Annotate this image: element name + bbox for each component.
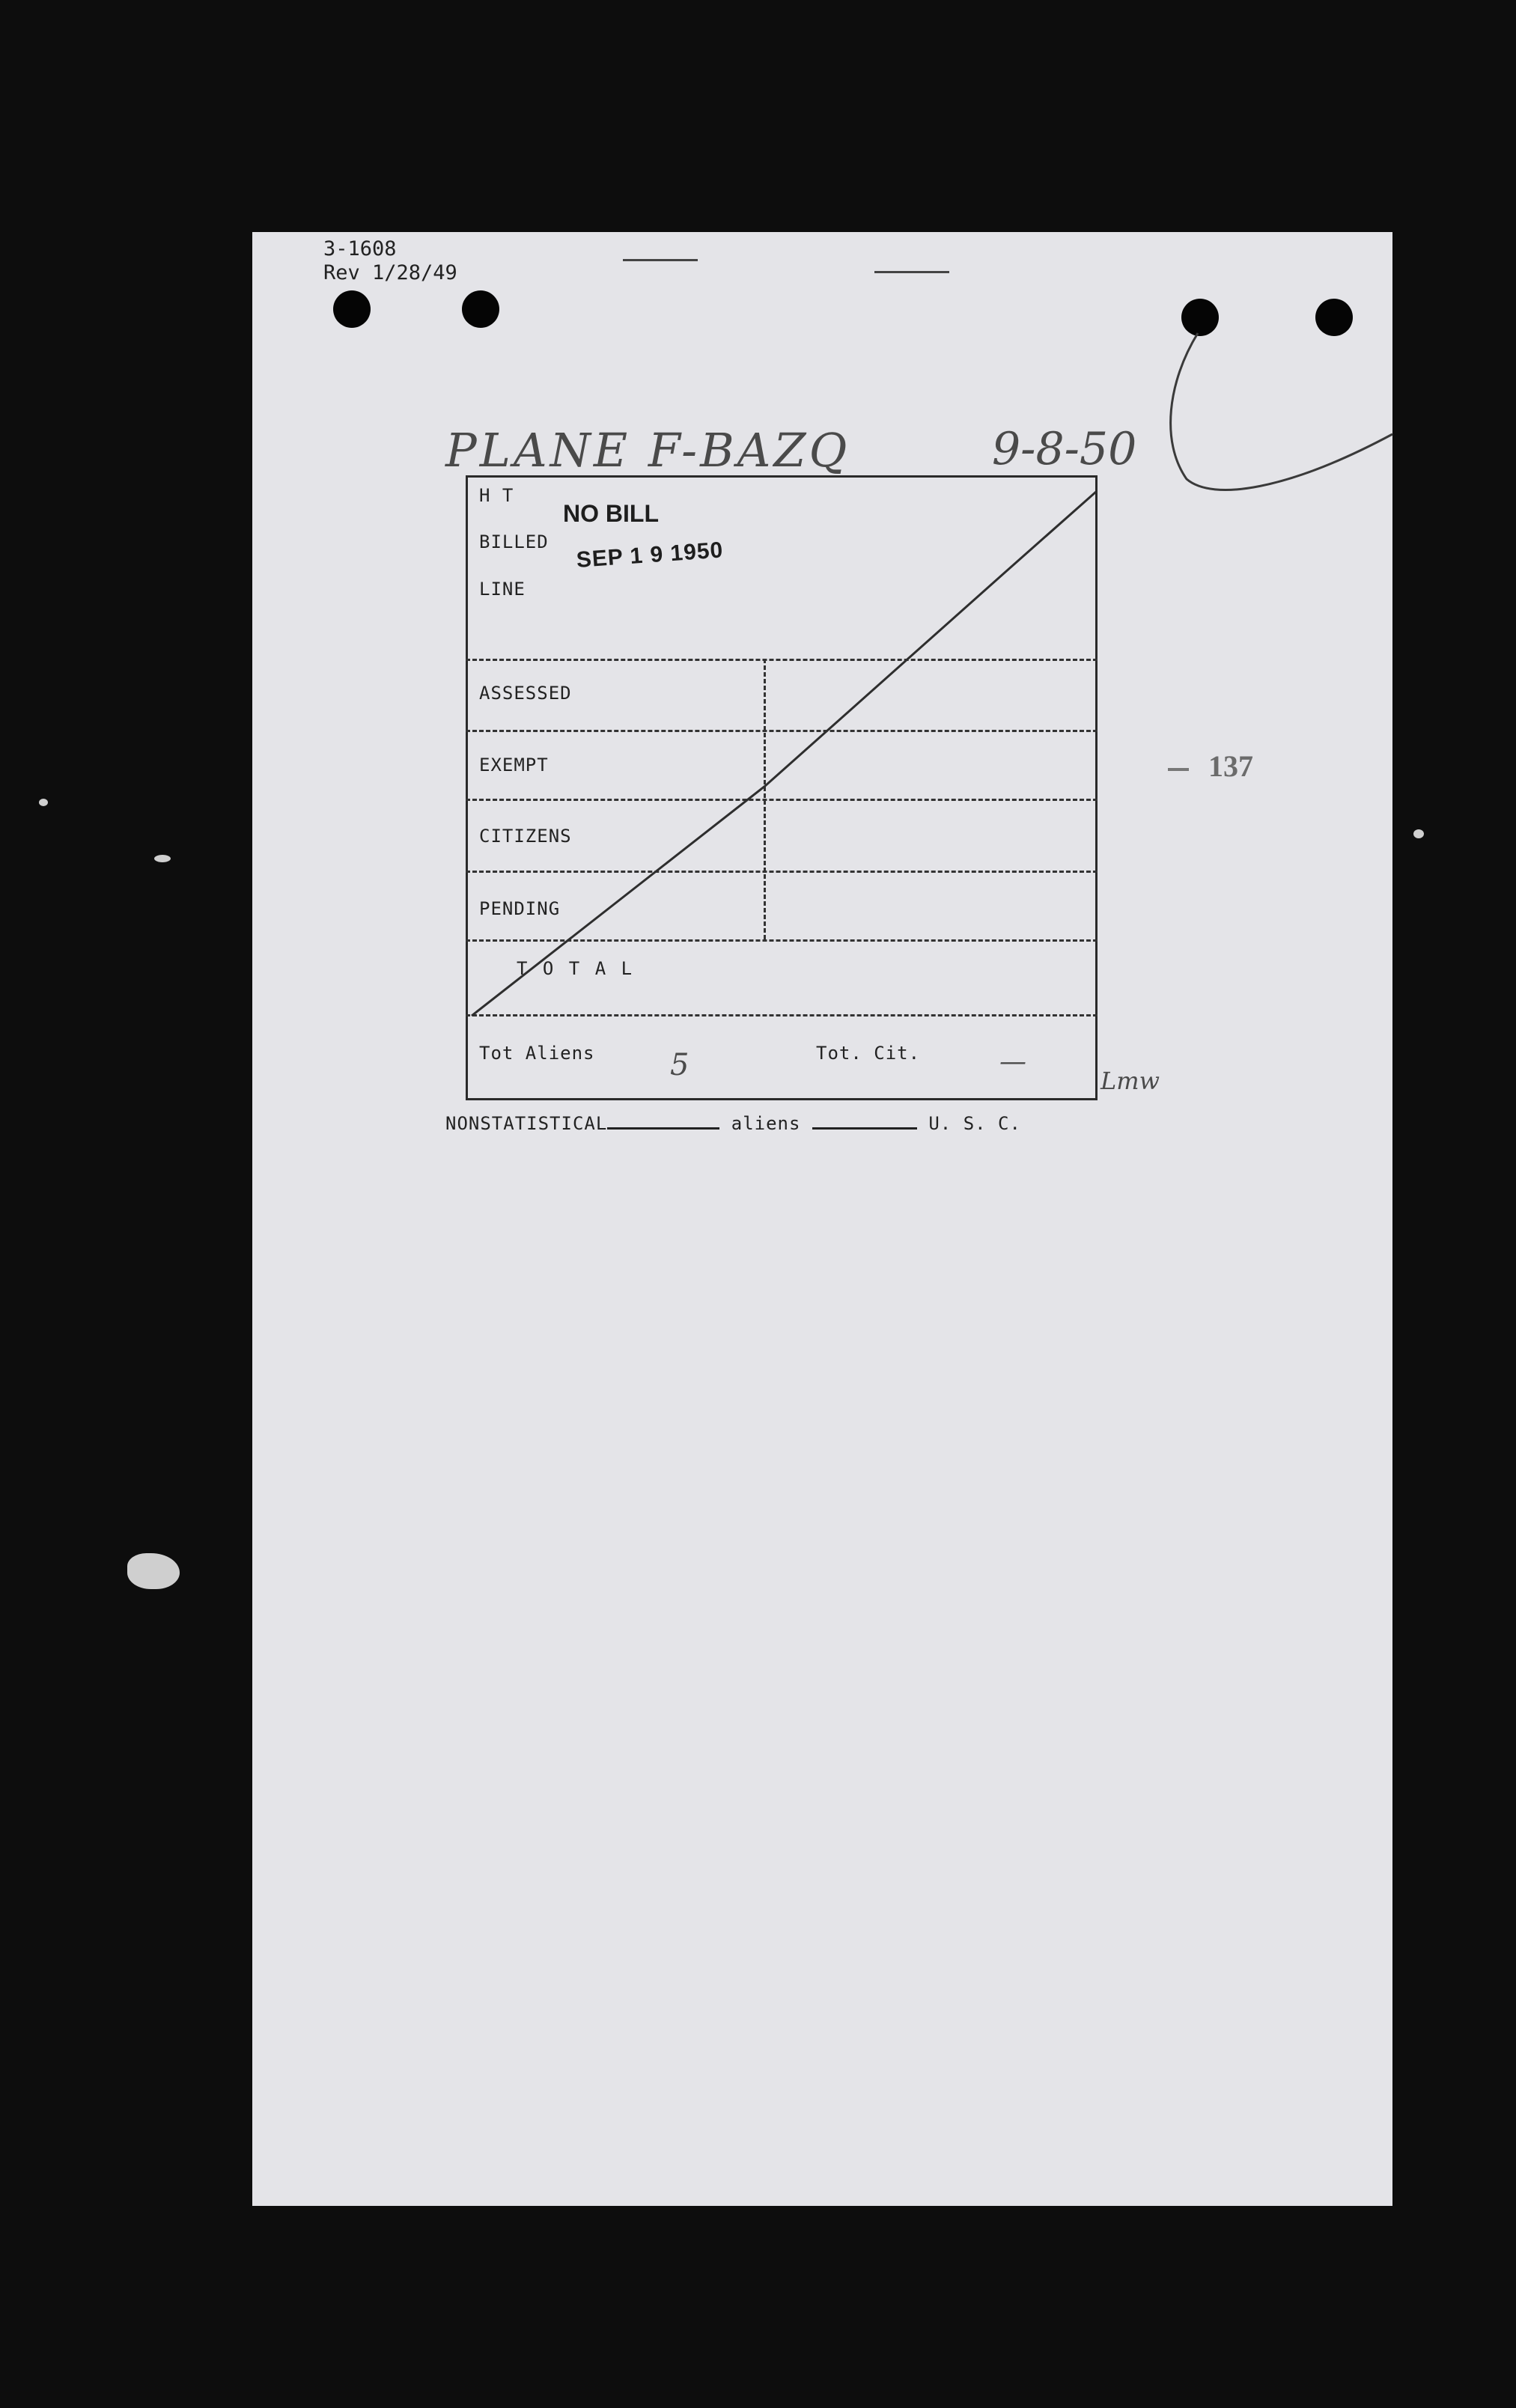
row-citizens: CITIZENS (479, 826, 572, 847)
handwritten-date: 9-8-50 (992, 423, 1137, 475)
row-assessed: ASSESSED (479, 683, 572, 704)
dust-speck (1413, 829, 1424, 838)
pencil-mark-curve (1153, 322, 1400, 502)
label-line: LINE (479, 579, 526, 600)
label-usc: U. S. C. (928, 1113, 1021, 1134)
punch-hole (462, 290, 499, 328)
diagonal-strike-line (466, 475, 1098, 1100)
handwritten-plane: PLANE F-BAZQ (445, 423, 850, 478)
handwritten-aliens-count: 5 (670, 1048, 689, 1082)
label-nonstatistical: NONSTATISTICAL (445, 1113, 608, 1134)
label-billed: BILLED (479, 531, 549, 552)
label-tot-aliens: Tot Aliens (479, 1043, 595, 1064)
label-tot-cit: Tot. Cit. (816, 1043, 921, 1064)
nonstat-line (445, 1113, 1021, 1134)
dust-speck (39, 799, 48, 806)
label-ht: H T (479, 485, 514, 506)
label-aliens: aliens (731, 1113, 801, 1134)
handwritten-cit-count: — (999, 1046, 1026, 1077)
dust-smudge (127, 1553, 180, 1589)
punch-hole (333, 290, 371, 328)
row-exempt: EXEMPT (479, 755, 549, 775)
blank-line (812, 1124, 917, 1130)
handwritten-initials: Lmw (1101, 1067, 1160, 1095)
pencil-page-reference (1168, 749, 1253, 784)
stamp-no-bill: NO BILL (563, 500, 659, 527)
form-number: 3-1608 (323, 237, 397, 260)
row-pending: PENDING (479, 898, 561, 919)
row-total: T O T A L (517, 958, 635, 979)
dust-speck (154, 855, 171, 862)
type-mark (623, 259, 698, 261)
blank-line (607, 1124, 719, 1130)
page-ref-number: 137 (1208, 749, 1253, 783)
form-revision: Rev 1/28/49 (323, 261, 457, 284)
type-mark (874, 271, 949, 273)
stamp-date: SEP 1 9 1950 (575, 537, 725, 573)
pencil-dash (1168, 768, 1189, 771)
